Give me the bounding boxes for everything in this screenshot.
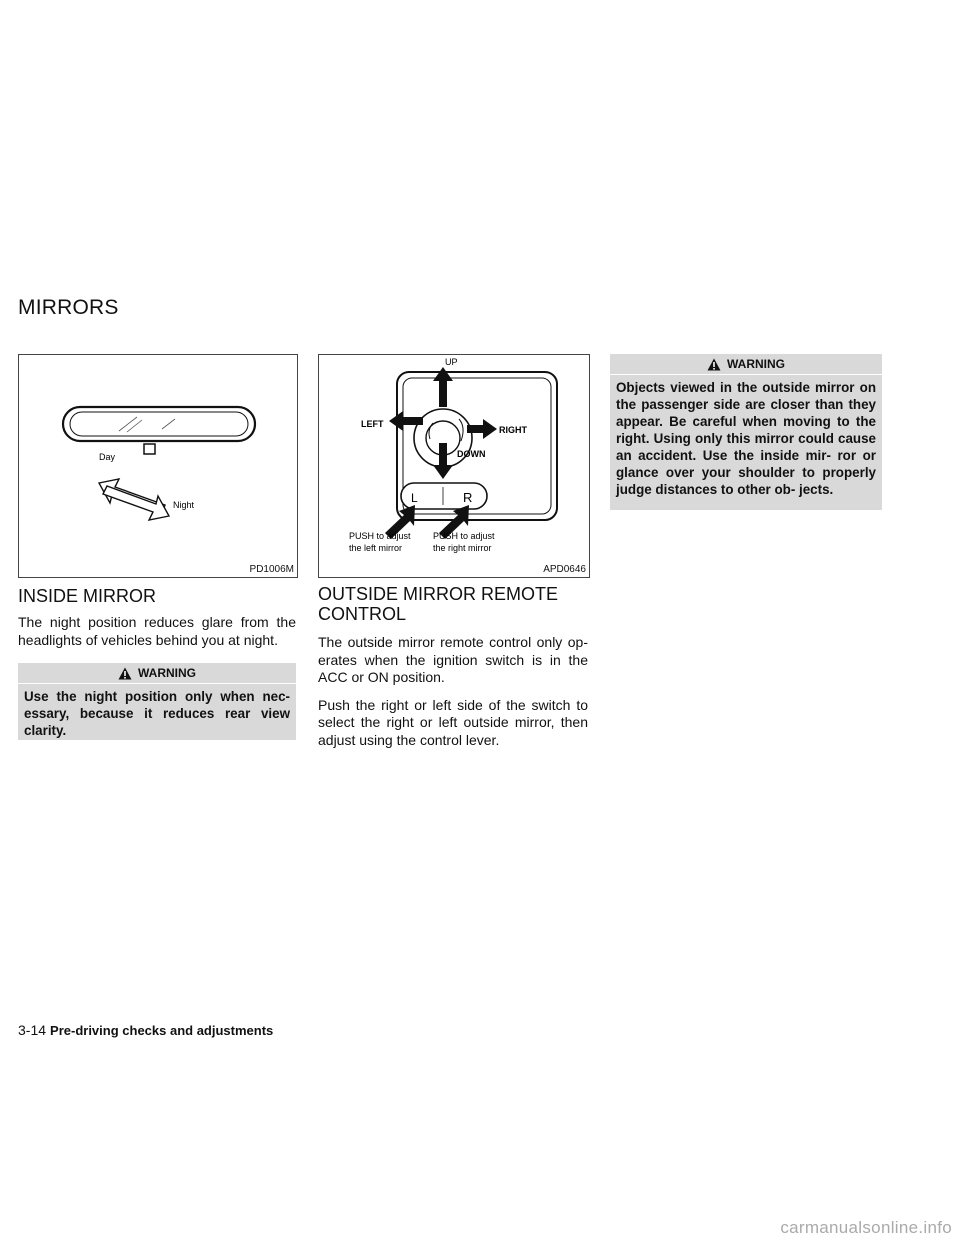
- outside-mirror-heading: [318, 584, 588, 624]
- push-left-label-2: the left mirror: [349, 543, 403, 553]
- night-label: Night: [173, 500, 195, 510]
- page-footer: [18, 1022, 273, 1038]
- inside-mirror-warning: [18, 663, 296, 740]
- day-label: Day: [99, 452, 116, 462]
- down-label: DOWN: [457, 449, 486, 459]
- switch-right-label: R: [463, 490, 473, 505]
- warning-title: WARNING: [138, 666, 196, 680]
- inside-mirror-heading: INSIDE MIRROR: [18, 586, 157, 606]
- warning-header: [610, 354, 882, 375]
- warning-text: Use the night position only when nec- essary, because it reduces rear view clarity.: [24, 689, 290, 738]
- inside-mirror-section: [18, 586, 296, 740]
- inside-mirror-body: The night position reduces glare from the headlights of vehicles behind you at night.: [18, 614, 296, 648]
- figure-code: PD1006M: [249, 564, 294, 575]
- warning-header: [18, 663, 296, 684]
- heading-line-1: OUTSIDE MIRROR REMOTE: [318, 584, 559, 604]
- inside-mirror-illustration: [19, 355, 297, 577]
- warning-triangle-icon: [118, 667, 132, 680]
- figure-code: APD0646: [543, 564, 586, 575]
- section-title: MIRRORS: [18, 296, 119, 319]
- heading-line-2: CONTROL: [318, 604, 407, 624]
- warning-title: WARNING: [727, 357, 785, 371]
- outside-mirror-warning: [610, 354, 882, 510]
- outside-mirror-paragraph-2: Push the right or left side of the switch to select the right or left outside mirror, then adjust using the control lever.: [318, 696, 588, 748]
- chapter-title: Pre-driving checks and adjustments: [50, 1023, 274, 1038]
- right-label: RIGHT: [499, 425, 527, 435]
- left-label: LEFT: [361, 419, 384, 429]
- push-left-label-1: PUSH to adjust: [349, 531, 411, 541]
- inside-mirror-figure: [18, 354, 298, 578]
- page-number: 3-14: [18, 1022, 47, 1038]
- up-label: UP: [445, 357, 458, 367]
- warning-text: Objects viewed in the outside mirror on the passenger side are closer than they appear. Be careful when moving to the right. Using only this mirror could cause an accident. Use the inside mir- ror or glance over your shoulder to properly judge distances to other ob- jects.: [616, 380, 876, 497]
- push-right-label-1: PUSH to adjust: [433, 531, 495, 541]
- push-right-label-2: the right mirror: [433, 543, 492, 553]
- warning-triangle-icon: [707, 358, 721, 371]
- switch-left-label: L: [411, 491, 418, 505]
- watermark[interactable]: carmanualsonline.info: [780, 1218, 952, 1237]
- outside-mirror-section: [318, 584, 588, 749]
- remote-control-figure: [318, 354, 590, 578]
- outside-mirror-paragraph-1: The outside mirror remote control only op- erates when the ignition switch is in the ACC or ON position.: [318, 634, 588, 685]
- remote-control-illustration: [319, 355, 589, 577]
